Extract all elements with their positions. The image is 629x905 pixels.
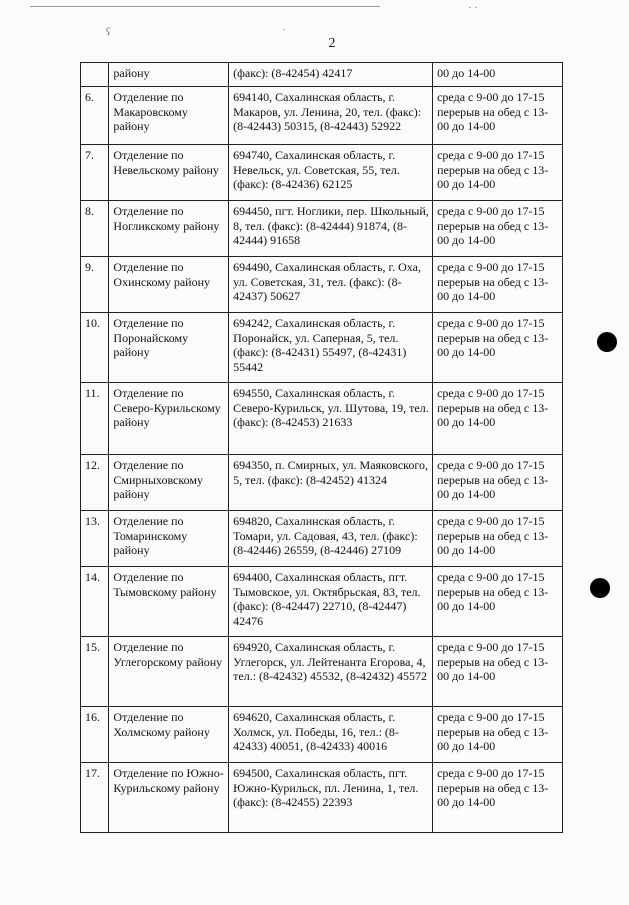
table-row [81, 313, 563, 383]
offices-table-body [81, 63, 563, 833]
table-row [81, 567, 563, 637]
department-cell: Отделение по Невельскому району [109, 145, 229, 201]
hole-punch-mark [590, 578, 610, 598]
page-number: 2 [328, 36, 336, 51]
department-cell: Отделение по Томаринскому району [109, 511, 229, 567]
row-number: 13. [81, 511, 109, 567]
hours-cell: среда с 9-00 до 17-15 перерыв на обед с 13-00 до 14-00 [433, 455, 563, 511]
row-number: 14. [81, 567, 109, 637]
department-cell: Отделение по Смирныховскому району [109, 455, 229, 511]
department-cell: району [109, 63, 229, 87]
table-row [81, 257, 563, 313]
hours-cell: среда с 9-00 до 17-15 перерыв на обед с 13-00 до 14-00 [433, 201, 563, 257]
hours-cell: среда с 9-00 до 17-15 перерыв на обед с 13-00 до 14-00 [433, 257, 563, 313]
hours-cell: среда с 9-00 до 17-15 перерыв на обед с 13-00 до 14-00 [433, 383, 563, 455]
address-cell: 694500, Сахалинская область, пгт. Южно-Курильск, пл. Ленина, 1, тел. (факс): (8-42455) 22393 [229, 763, 433, 833]
hours-cell: среда с 9-00 до 17-15 перерыв на обед с 13-00 до 14-00 [433, 511, 563, 567]
row-number: 6. [81, 87, 109, 145]
hours-cell: среда с 9-00 до 17-15 перерыв на обед с 13-00 до 14-00 [433, 87, 563, 145]
hours-cell: среда с 9-00 до 17-15 перерыв на обед с 13-00 до 14-00 [433, 707, 563, 763]
table-row [81, 763, 563, 833]
table-row [81, 511, 563, 567]
department-cell: Отделение по Северо-Курильскому району [109, 383, 229, 455]
address-cell: 694242, Сахалинская область, г. Поронайск, ул. Саперная, 5, тел. (факс): (8-42431) 55497, (8-42431) 55442 [229, 313, 433, 383]
row-number: 10. [81, 313, 109, 383]
table-row [81, 637, 563, 707]
address-cell: 694550, Сахалинская область, г. Северо-Курильск, ул. Шутова, 19, тел. (факс): (8-42453) 21633 [229, 383, 433, 455]
department-cell: Отделение по Ногликскому району [109, 201, 229, 257]
address-cell: 694820, Сахалинская область, г. Томари, ул. Садовая, 43, тел. (факс): (8-42446) 26559, (8-42446) 27109 [229, 511, 433, 567]
hole-punch-mark [597, 332, 617, 352]
address-cell: 694350, п. Смирных, ул. Маяковского, 5, тел. (факс): (8-42452) 41324 [229, 455, 433, 511]
table-row [81, 383, 563, 455]
row-number: 15. [81, 637, 109, 707]
address-cell: 694920, Сахалинская область, г. Углегорск, ул. Лейтенанта Егорова, 4, тел.: (8-42432) 45532, (8-42432) 45572 [229, 637, 433, 707]
address-cell: 694400, Сахалинская область, пгт. Тымовское, ул. Октябрьская, 83, тел. (факс): (8-42447) 22710, (8-42447) 42476 [229, 567, 433, 637]
address-cell: 694490, Сахалинская область, г. Оха, ул. Советская, 31, тел. (факс): (8-42437) 50627 [229, 257, 433, 313]
hours-cell: среда с 9-00 до 17-15 перерыв на обед с 13-00 до 14-00 [433, 637, 563, 707]
department-cell: Отделение по Холмскому району [109, 707, 229, 763]
table-row [81, 455, 563, 511]
scan-artifact: ʕ [106, 26, 111, 38]
table-row [81, 201, 563, 257]
department-cell: Отделение по Охинскому району [109, 257, 229, 313]
department-cell: Отделение по Углегорскому району [109, 637, 229, 707]
department-cell: Отделение по Макаровскому району [109, 87, 229, 145]
table-row [81, 87, 563, 145]
table-row [81, 707, 563, 763]
department-cell: Отделение по Южно-Курильскому району [109, 763, 229, 833]
scan-artifact: · · [468, 2, 479, 14]
row-number: 8. [81, 201, 109, 257]
hours-cell: среда с 9-00 до 17-15 перерыв на обед с 13-00 до 14-00 [433, 763, 563, 833]
address-cell: 694450, пгт. Ноглики, пер. Школьный, 8, тел. (факс): (8-42444) 91874, (8-42444) 91658 [229, 201, 433, 257]
row-number: 11. [81, 383, 109, 455]
hours-cell: 00 до 14-00 [433, 63, 563, 87]
row-number: 9. [81, 257, 109, 313]
row-number: 17. [81, 763, 109, 833]
row-number: 12. [81, 455, 109, 511]
department-cell: Отделение по Поронайскому району [109, 313, 229, 383]
table-row [81, 63, 563, 87]
table-row [81, 145, 563, 201]
row-number: 16. [81, 707, 109, 763]
hours-cell: среда с 9-00 до 17-15 перерыв на обед с 13-00 до 14-00 [433, 313, 563, 383]
row-number [81, 63, 109, 87]
row-number: 7. [81, 145, 109, 201]
address-cell: 694140, Сахалинская область, г. Макаров, ул. Ленина, 20, тел. (факс): (8-42443) 50315, (8-42443) 52922 [229, 87, 433, 145]
hours-cell: среда с 9-00 до 17-15 перерыв на обед с 13-00 до 14-00 [433, 145, 563, 201]
offices-table [80, 62, 563, 833]
hours-cell: среда с 9-00 до 17-15 перерыв на обед с 13-00 до 14-00 [433, 567, 563, 637]
scan-artifact: · [282, 24, 286, 36]
address-cell: (факс): (8-42454) 42417 [229, 63, 433, 87]
address-cell: 694620, Сахалинская область, г. Холмск, ул. Победы, 16, тел.: (8-42433) 40051, (8-42433) 40016 [229, 707, 433, 763]
department-cell: Отделение по Тымовскому району [109, 567, 229, 637]
scan-edge-line [30, 6, 380, 7]
address-cell: 694740, Сахалинская область, г. Невельск, ул. Советская, 55, тел. (факс): (8-42436) 62125 [229, 145, 433, 201]
